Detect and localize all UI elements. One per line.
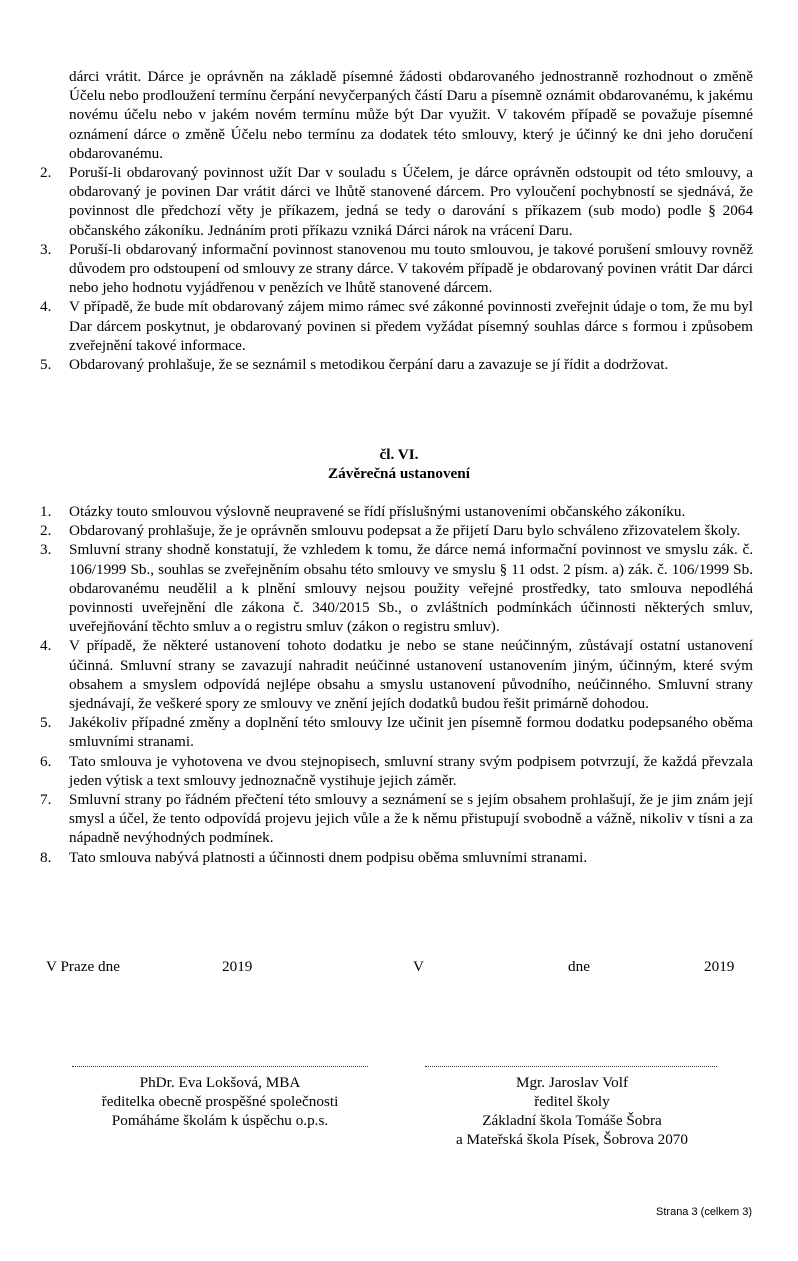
list-item — [40, 752, 753, 790]
place-date-right-year: 2019 — [704, 958, 735, 975]
list-item — [40, 713, 753, 751]
item-number: 7. — [40, 791, 52, 809]
signature-block-left — [62, 1073, 378, 1130]
signatory-role: ředitelka obecně prospěšné společnosti — [101, 1093, 339, 1110]
place-date-left-year: 2019 — [222, 958, 253, 975]
signatory-organization-line2: a Mateřská škola Písek, Šobrova 2070 — [456, 1131, 688, 1148]
item-number: 5. — [40, 714, 52, 732]
place-date-right-dne: dne — [568, 958, 590, 975]
list-item — [40, 163, 753, 240]
item-text: Obdarovaný prohlašuje, že se seznámil s metodikou čerpání daru a zavazuje se jí řídit a dodržovat. — [69, 356, 669, 374]
item-number: 2. — [40, 522, 52, 540]
item-text: Tato smlouva nabývá platnosti a účinnosti dnem podpisu oběma smluvními stranami. — [69, 848, 588, 866]
section-vi-list — [40, 502, 753, 867]
signatory-name: PhDr. Eva Lokšová, MBA — [139, 1074, 301, 1091]
page-footer: Strana 3 (celkem 3) — [656, 1206, 752, 1218]
item-number: 8. — [40, 848, 52, 866]
item-text: Smluvní strany shodně konstatují, že vzhledem k tomu, že dárce nemá informační povinnost ve smyslu zák. č. 106/1999 Sb., souhlas se zveřejněním obsahu této smlouvy ve smyslu § 11 odst. 2 písm. a) zák. č. 106/1999 Sb. obdarovanému neudělil a k plnění smlouvy nejsou použity veřejné prostředky, tato smlouva nepodléhá povinnosti uveřejnění dle zákona č. 340/2015 Sb., o zvláštních podmínkách účinnosti některých smluv, uveřejňování těchto smluv a o registru smluv (zákon o registru smluv). — [69, 541, 753, 636]
item-number: 4. — [40, 298, 52, 316]
list-item — [40, 848, 753, 867]
list-item — [40, 540, 753, 636]
item-number: 2. — [40, 164, 52, 181]
item-text: Jakékoliv případné změny a doplnění této smlouvy lze učinit jen písemně formou dodatku podepsaného oběma smluvními stranami. — [69, 714, 753, 751]
section-number: čl. VI. — [379, 446, 419, 463]
section-title: Závěrečná ustanovení — [328, 465, 470, 482]
list-item — [40, 502, 753, 521]
item-text: Otázky touto smlouvou výslovně neupravené se řídí příslušnými ustanoveními občanského zákoníku. — [69, 503, 686, 520]
section-v-list — [40, 163, 753, 374]
item-text: Smluvní strany po řádném přečtení této smlouvy a seznámení se s jejím obsahem prohlašují, že je jim znám její smysl a účel, že tento odpovídá projevu jejich vůle a že k němu přistupují svobodně a vážně, nikoliv v tísni a za nápadně nevýhodných podmínek. — [69, 791, 753, 847]
list-item — [40, 297, 753, 355]
list-item — [40, 636, 753, 713]
item-text: V případě, že bude mít obdarovaný zájem mimo rámec své zákonné povinnosti zveřejnit údaje o tom, že mu byl Dar dárcem poskytnut, je obdarovaný povinen si předem vyžádat písemný souhlas dárce s formou i způsobem zveřejnění takové informace. — [69, 298, 753, 354]
item-text: Obdarovaný prohlašuje, že je oprávněn smlouvu podepsat a že přijetí Daru bylo schváleno zřizovatelem školy. — [69, 522, 741, 540]
signatory-name: Mgr. Jaroslav Volf — [515, 1074, 629, 1091]
list-item — [40, 790, 753, 848]
signature-line-right — [425, 1066, 717, 1067]
signatory-role: ředitel školy — [534, 1093, 610, 1110]
continuation-text: dárci vrátit. Dárce je oprávněn na základě písemné žádosti obdarovaného jednostranně rozhodnout o změně Účelu nebo prodloužení termínu čerpání nevyčerpaných částí Daru a písemně oznámit obdarovanému, k jakému novému účelu nebo v jakém novém termínu může být Dar využit. V takovém případě se považuje písemné oznámení dárce o změně Účelu nebo termínu za dodatek této smlouvy, který je účinný ke dni jeho doručení obdarovanému. — [69, 68, 753, 162]
item-number: 5. — [40, 356, 52, 374]
item-number: 3. — [40, 240, 52, 258]
item-number: 1. — [40, 503, 52, 520]
item-text: Poruší-li obdarovaný povinnost užít Dar v souladu s Účelem, je dárce oprávněn odstoupit od této smlouvy, a obdarovaný je povinen Dar vrátit dárci ve lhůtě stanovené dárcem. Pro vyloučení pochybností se sjednává, že povinnost dle předchozí věty je příkazem, jedná se tedy o darování s příkazem (sub modo) podle § 2064 občanského zákoníku. Jednáním proti příkazu vzniká Dárci nárok na vrácení Daru. — [69, 164, 753, 239]
place-date-right-label: V — [413, 958, 424, 975]
continuation-paragraph — [69, 67, 753, 163]
item-text: Tato smlouva je vyhotovena ve dvou stejnopisech, smluvní strany svým podpisem potvrzují, že každá převzala jeden výtisk a text smlouvy jednoznačně vystihuje jejich záměr. — [69, 752, 753, 789]
item-text: Poruší-li obdarovaný informační povinnost stanovenou mu touto smlouvou, je takové porušení smlouvy rovněž důvodem pro odstoupení od smlouvy ze strany dárce. V takovém případě je obdarovaný povinen vrátit Dar dárci nebo jeho hodnotu vyjádřenou v penězích ve lhůtě stanovené dárcem. — [69, 240, 753, 297]
item-number: 6. — [40, 752, 52, 770]
item-number: 4. — [40, 637, 52, 655]
place-date-left-label: V Praze dne — [46, 958, 120, 975]
list-item — [40, 521, 753, 540]
signatory-organization: Pomáháme školám k úspěchu o.p.s. — [111, 1112, 329, 1129]
item-number: 3. — [40, 541, 52, 559]
list-item — [40, 240, 753, 298]
signature-line-left — [72, 1066, 368, 1067]
signatory-organization: Základní škola Tomáše Šobra — [482, 1112, 662, 1129]
list-item — [40, 355, 753, 374]
signature-block-right — [414, 1073, 730, 1149]
item-text: V případě, že některé ustanovení tohoto dodatku je nebo se stane neúčinným, zůstávají ostatní ustanovení účinná. Smluvní strany se zavazují nahradit neúčinné ustanovení ustanovením jiným, účinným, které svým obsahem a smyslem odpovídá nejlépe obsahu a smyslu ustanovení původního, neúčinného. Smluvní strany sjednávají, že veškeré spory ze smlouvy ve znění jejích dodatků budou řešit primárně dohodou. — [69, 637, 753, 713]
